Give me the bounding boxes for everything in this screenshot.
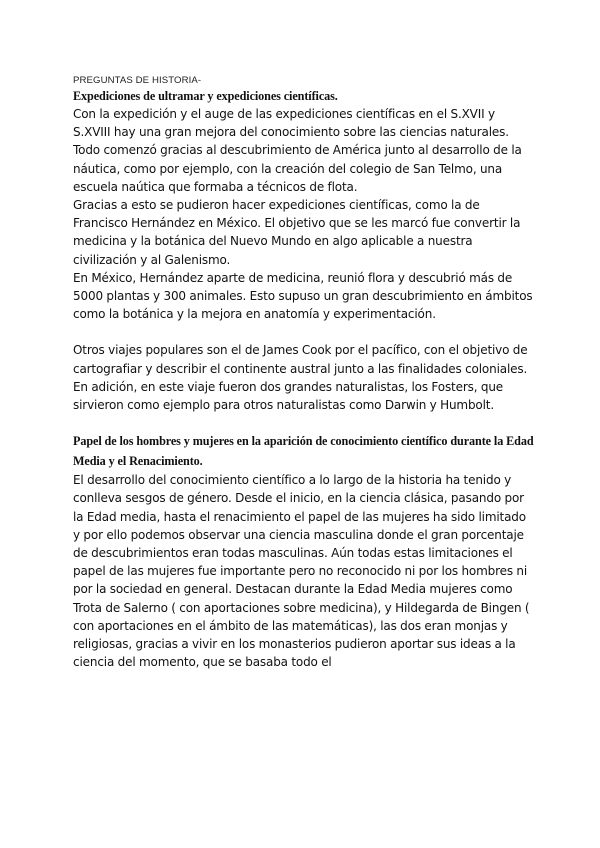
- document-kicker: PREGUNTAS DE HISTORIA-: [73, 75, 202, 86]
- paragraph: Otros viajes populares son el de James Cook por el pacífico, con el objetivo de cartografiar y describir el continente austral junto a las finalidades coloniales. En adición, en este viaje fueron dos grandes naturalistas, los Fosters, que sirvieron como ejemplo para otros naturalistas como Darwin y Humbolt.: [73, 343, 528, 413]
- paragraph: En México, Hernández aparte de medicina, reunió flora y descubrió más de 5000 plantas y 300 animales. Esto supuso un gran descubrimiento en ámbitos como la botánica y la mejora en anatomía y experimentación.: [73, 270, 533, 322]
- paragraph: El desarrollo del conocimiento científico a lo largo de la historia ha tenido y conlleva sesgos de género. Desde el inicio, en la ciencia clásica, pasando por la Edad media, hasta el renacimiento el papel de las mujeres ha sido limitado y por ello podemos observar una ciencia masculina donde el gran porcentaje de descubrimientos eran todas masculinas. Aún todas estas limitaciones el papel de las mujeres fue importante pero no reconocido ni por los hombres ni por la sociedad en general. Destacan durante la Edad Media mujeres como Trota de Salerno ( con aportaciones sobre medicina), y Hildegarda de Bingen ( con aportaciones en el ámbito de las matemáticas), las dos eran monjas y religiosas, gracias a vivir en los monasterios pudieron aportar sus ideas a la ciencia del momento, que se basaba todo el: [73, 473, 530, 670]
- document-page: [73, 74, 535, 671]
- section-title-papel-hombres-mujeres: Papel de los hombres y mujeres en la aparición de conocimiento científico durante la Edad Media y el Renacimiento.: [73, 434, 534, 469]
- paragraph: Con la expedición y el auge de las expediciones científicas en el S.XVII y S.XVIII hay una gran mejora del conocimiento sobre las ciencias naturales.: [73, 107, 509, 140]
- paragraph-gap: [73, 323, 535, 341]
- section-gap: [73, 414, 535, 431]
- paragraph: Todo comenzó gracias al descubrimiento de América junto al desarrollo de la náutica, como por ejemplo, con la creación del colegio de San Telmo, una escuela naútica que formaba a técnicos de flota.: [73, 143, 522, 194]
- section-title-expediciones: Expediciones de ultramar y expediciones científicas.: [73, 89, 338, 103]
- paragraph: Gracias a esto se pudieron hacer expediciones científicas, como la de Francisco Hernández en México. El objetivo que se les marcó fue convertir la medicina y la botánica del Nuevo Mundo en algo aplicable a nuestra civilización y al Galenismo.: [73, 198, 521, 267]
